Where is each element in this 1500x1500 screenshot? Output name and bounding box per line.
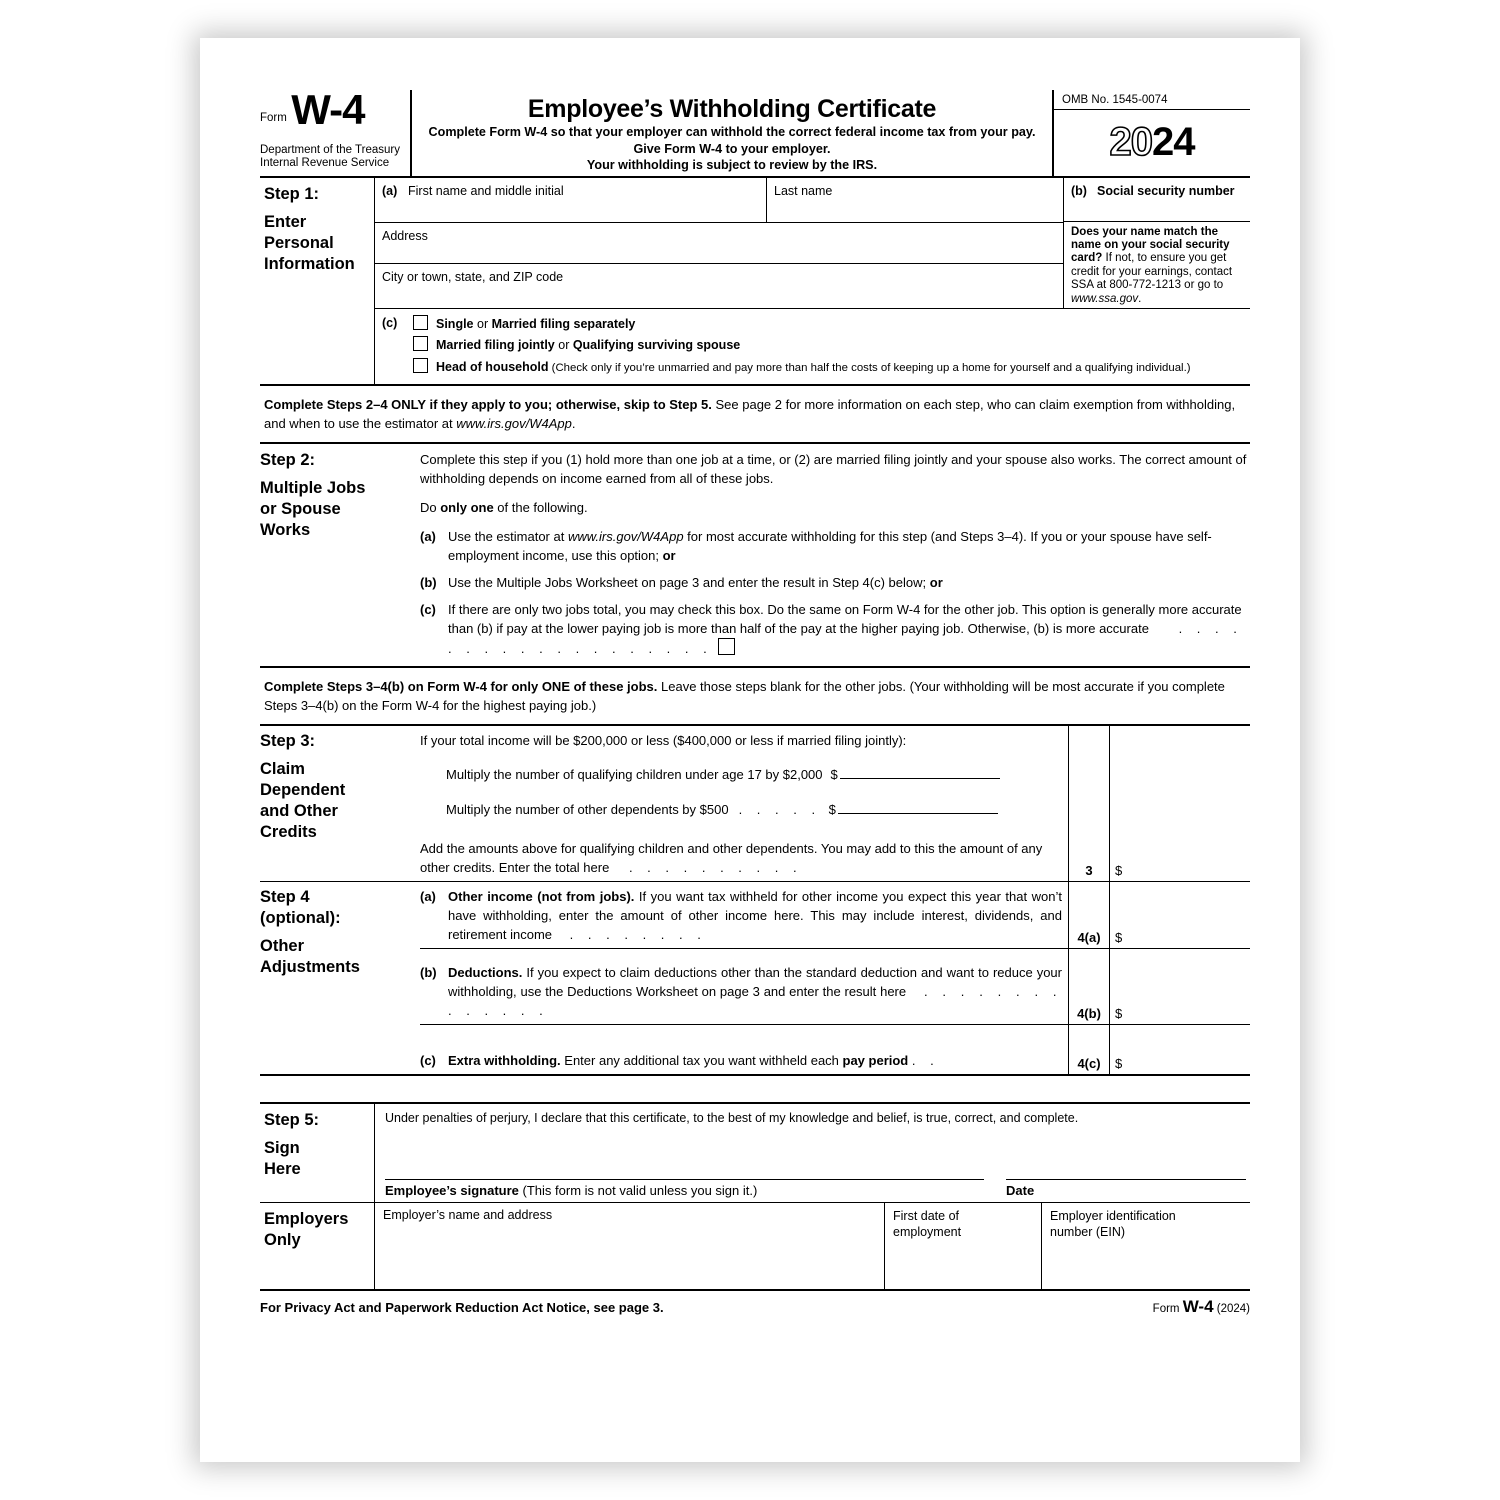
filing-option-single-mid: or bbox=[473, 316, 492, 331]
step-3-other-dependents-dollar: $ bbox=[828, 802, 836, 818]
step-4b-bold: Deductions. bbox=[448, 965, 523, 981]
employee-signature-label: Employee’s signature bbox=[385, 1183, 519, 1199]
step-4a-amount-cell[interactable] bbox=[1110, 882, 1250, 948]
footer-form-number: W-4 bbox=[1182, 1297, 1214, 1317]
step-4c-line-number-cell bbox=[1069, 1025, 1110, 1074]
notice-complete-steps-3-4b bbox=[260, 666, 1250, 724]
notice2-rest: Leave those steps blank for the other jobs. (Your withholding will be most accurate if you complete Steps 3–4(b) on the Form W-4 for the highest paying job.) bbox=[264, 679, 1225, 714]
footer-form-word: Form bbox=[1152, 1303, 1180, 1316]
step-4c-row bbox=[420, 1025, 1250, 1074]
employers-only-title-2: Only bbox=[264, 1231, 301, 1250]
date-label: Date bbox=[1006, 1183, 1035, 1199]
notice-complete-steps-2-4 bbox=[260, 386, 1250, 442]
step-2-label bbox=[260, 450, 420, 658]
step-1-body bbox=[375, 178, 1250, 385]
step-3-label bbox=[260, 726, 420, 881]
do-only-one-post: of the following. bbox=[493, 500, 588, 516]
step-4b-row bbox=[420, 949, 1250, 1025]
step-2-option-a-text bbox=[448, 527, 1250, 565]
step-3-section bbox=[260, 726, 1250, 882]
step-2-option-b bbox=[420, 573, 1250, 592]
step-4-section bbox=[260, 882, 1250, 1074]
filing-option-joint[interactable] bbox=[413, 335, 1250, 357]
label-tag-c: (c) bbox=[382, 315, 398, 330]
step-3-line-number: 3 bbox=[1085, 863, 1093, 879]
checkbox-single[interactable] bbox=[413, 315, 428, 330]
footer-form-id bbox=[1153, 1297, 1250, 1317]
step-3-amount-cell[interactable] bbox=[1110, 726, 1250, 881]
step-4b-tag: (b) bbox=[420, 965, 437, 981]
step-5-desc-2: Here bbox=[264, 1160, 301, 1179]
step-5-title: Step 5: bbox=[264, 1111, 320, 1130]
step-3-amount-dollar: $ bbox=[1115, 863, 1123, 879]
step-5-body bbox=[375, 1104, 1250, 1202]
do-only-one-pre: Do bbox=[420, 500, 441, 516]
step-2-desc-2: or Spouse bbox=[260, 500, 341, 519]
step-2-option-b-tag: (b) bbox=[420, 575, 437, 591]
date-field[interactable] bbox=[1006, 1179, 1246, 1198]
step-4-optional: (optional): bbox=[260, 909, 341, 928]
notice1-end: . bbox=[571, 416, 576, 432]
step-4a-text-block bbox=[420, 887, 1062, 944]
step-4b-rest: If you expect to claim deductions other than the standard deduction and want to reduce your withholding, use the Deductions Worksheet on page 3 and enter the result here bbox=[448, 965, 1062, 1000]
step-3-qualifying-children-input[interactable] bbox=[840, 763, 1000, 779]
step-5-label bbox=[260, 1104, 375, 1202]
name-address-group bbox=[375, 178, 1064, 308]
ssn-note bbox=[1064, 222, 1250, 308]
city-state-zip-label: City or town, state, and ZIP code bbox=[382, 269, 564, 284]
step-3-total-dots: . . . . . . . . . . bbox=[628, 860, 803, 876]
step-4b-body bbox=[420, 949, 1069, 1024]
step-3-qualifying-children-dollar: $ bbox=[830, 767, 838, 783]
ssn-note-period: . bbox=[1138, 292, 1142, 305]
step-3-other-dependents-row bbox=[446, 798, 1062, 819]
step-4c-body bbox=[420, 1025, 1069, 1074]
ssn-field[interactable] bbox=[1064, 178, 1250, 222]
step-3-desc-2: Dependent bbox=[260, 781, 346, 800]
steps-3-4-table bbox=[260, 724, 1250, 1076]
step-5-desc-1: Sign bbox=[264, 1139, 300, 1158]
step-4b-text-block bbox=[420, 963, 1062, 1020]
agency-block bbox=[260, 144, 410, 170]
step-3-total-label: Add the amounts above for qualifying children and other dependents. You may add to this the amount of any other credits. Enter the total here bbox=[420, 841, 1043, 876]
step-4a-rest: If you want tax withheld for other income you expect this year that won’t have withholding, enter the amount of other income here. This may include interest, dividends, and retirement income bbox=[448, 889, 1062, 943]
ssn-label: Social security number bbox=[1097, 183, 1235, 198]
step-4a-line-number-cell bbox=[1069, 882, 1110, 948]
step-4a-amount-dollar: $ bbox=[1115, 930, 1123, 946]
perjury-statement: Under penalties of perjury, I declare that this certificate, to the best of my knowledge and belief, is true, correct, and complete. bbox=[385, 1111, 1079, 1126]
step-1-desc-1: Enter bbox=[264, 212, 307, 231]
section-gap bbox=[260, 1076, 1250, 1102]
filing-option-joint-bold2: Qualifying surviving spouse bbox=[572, 338, 741, 353]
checkbox-head-of-household[interactable] bbox=[413, 358, 428, 373]
ein-field[interactable] bbox=[1042, 1203, 1250, 1289]
w4app-url-option-a: www.irs.gov/W4App bbox=[567, 529, 684, 545]
step-3-other-dependents-input[interactable] bbox=[838, 798, 998, 814]
form-page bbox=[200, 38, 1300, 1462]
option-b-or: or bbox=[929, 575, 943, 591]
step-3-qualifying-children-label: Multiply the number of qualifying children under age 17 by $2,000 bbox=[446, 767, 823, 783]
notice1-rest: See page 2 for more information on each step, who can claim exemption from withholding, and when to use the estimator at bbox=[264, 397, 1236, 432]
signature-row bbox=[385, 1179, 1246, 1198]
step-4b-amount-cell[interactable] bbox=[1110, 949, 1250, 1024]
option-a-text-1: Use the estimator at bbox=[448, 529, 568, 545]
step-2-option-b-text bbox=[448, 573, 1250, 592]
step-2-desc-3: Works bbox=[260, 521, 311, 540]
ssa-url: www.ssa.gov bbox=[1071, 292, 1139, 305]
step-4c-amount-dollar: $ bbox=[1115, 1056, 1123, 1072]
step-3-qualifying-children-row bbox=[446, 763, 1062, 784]
step-3-other-dependents-label: Multiply the number of other dependents by $500 bbox=[446, 802, 729, 818]
page-title: Employee’s Withholding Certificate bbox=[527, 95, 937, 123]
tax-year-suffix: 24 bbox=[1152, 119, 1195, 164]
city-state-zip-field[interactable] bbox=[375, 263, 1063, 304]
form-number: W-4 bbox=[291, 86, 365, 133]
do-only-one-bold: only one bbox=[440, 500, 494, 516]
header-subtitle-2: Give Form W-4 to your employer. bbox=[633, 141, 831, 156]
first-name-label: First name and middle initial bbox=[408, 183, 564, 198]
step-4-desc-1: Other bbox=[260, 937, 305, 956]
step-3-intro: If your total income will be $200,000 or less ($400,000 or less if married filing jointly): bbox=[420, 733, 907, 749]
address-field[interactable] bbox=[375, 222, 1063, 263]
ein-label-1: Employer identification bbox=[1050, 1209, 1176, 1224]
name-row bbox=[375, 178, 1063, 222]
step-4b-text bbox=[448, 963, 1062, 1020]
first-date-label-1: First date of bbox=[893, 1209, 959, 1224]
step-3-total-row bbox=[420, 839, 1062, 877]
option-c-dots: . . . . . . . . . . . . . . . . . . . bbox=[448, 621, 1243, 657]
step-1-fields bbox=[375, 178, 1250, 308]
step-1-label bbox=[260, 178, 375, 385]
privacy-act-notice: For Privacy Act and Paperwork Reduction Act Notice, see page 3. bbox=[260, 1300, 664, 1316]
form-word-label: Form bbox=[260, 112, 287, 124]
step-4b-line-number: 4(b) bbox=[1077, 1006, 1101, 1022]
omb-number: OMB No. 1545-0074 bbox=[1054, 90, 1250, 110]
step-4c-tag: (c) bbox=[420, 1053, 436, 1069]
omb-year-block bbox=[1052, 90, 1250, 176]
tax-year-prefix: 20 bbox=[1109, 119, 1152, 164]
ein-label-2: number (EIN) bbox=[1050, 1225, 1126, 1240]
step-4-label bbox=[260, 882, 420, 1074]
ssn-note-question: Does your name match the name on your social security card? bbox=[1071, 225, 1230, 265]
employers-only-title-1: Employers bbox=[264, 1210, 349, 1229]
address-label: Address bbox=[382, 228, 428, 243]
label-tag-b: (b) bbox=[1071, 183, 1087, 198]
first-date-employment-field[interactable] bbox=[885, 1203, 1042, 1289]
step-2-do-only-one bbox=[420, 498, 1250, 517]
step-4a-dots: . . . . . . . . bbox=[569, 927, 707, 943]
step-1-title: Step 1: bbox=[264, 184, 320, 203]
step-2-option-a-tag: (a) bbox=[420, 529, 436, 545]
option-a-or: or bbox=[662, 548, 676, 564]
step-1-desc-3: Information bbox=[264, 254, 355, 273]
label-tag-a: (a) bbox=[382, 183, 398, 198]
step-4c-pay-period: pay period bbox=[842, 1053, 909, 1069]
checkbox-two-jobs[interactable] bbox=[718, 638, 735, 655]
w4-form bbox=[260, 86, 1250, 1317]
first-name-field[interactable] bbox=[375, 178, 767, 222]
checkbox-married-filing-jointly[interactable] bbox=[413, 336, 428, 351]
step-4a-tag: (a) bbox=[420, 889, 436, 905]
header-subtitle-1: Complete Form W-4 so that your employer can withhold the correct federal income tax from your pay. bbox=[428, 125, 1036, 139]
form-footer bbox=[260, 1291, 1250, 1317]
filing-option-single-bold2: Married filing separately bbox=[491, 316, 636, 331]
step-2-option-c bbox=[420, 600, 1250, 658]
option-b-text-1: Use the Multiple Jobs Worksheet on page 3 and enter the result in Step 4(c) below; bbox=[448, 575, 930, 591]
first-date-label-2: employment bbox=[893, 1225, 962, 1240]
step-2-option-a bbox=[420, 527, 1250, 565]
filing-status-group bbox=[375, 308, 1250, 385]
step-3-line-number-cell bbox=[1069, 726, 1110, 881]
step-4a-bold: Other income (not from jobs). bbox=[448, 889, 635, 905]
filing-option-joint-mid: or bbox=[554, 338, 573, 353]
step-4b-amount-dollar: $ bbox=[1115, 1006, 1123, 1022]
step-5-section bbox=[260, 1104, 1250, 1203]
step-3-body bbox=[420, 726, 1069, 881]
step-2-body bbox=[420, 450, 1250, 658]
step-4a-row bbox=[420, 882, 1250, 949]
step-5-wrapper bbox=[260, 1102, 1250, 1291]
step-2-option-c-text bbox=[448, 600, 1250, 658]
w4app-url-notice1: www.irs.gov/W4App bbox=[456, 416, 572, 432]
dept-line-2: Internal Revenue Service bbox=[260, 157, 390, 169]
employers-only-label bbox=[260, 1203, 375, 1289]
step-4b-dots: . . . . . . . . . . . . . . bbox=[448, 984, 1062, 1019]
step-4a-line-number: 4(a) bbox=[1077, 930, 1101, 946]
header-subtitle-3: Your withholding is subject to review by the IRS. bbox=[586, 158, 878, 172]
option-c-text: If there are only two jobs total, you may check this box. Do the same on Form W-4 for the other job. This option is generally more accurate than (b) if pay at the lower paying job is more than half of the pay at the higher paying job. Otherwise, (b) is more accurate bbox=[448, 602, 1242, 637]
step-2-intro: Complete this step if you (1) hold more than one job at a time, or (2) are married filing jointly and your spouse also works. The correct amount of withholding depends on income earned from all of these jobs. bbox=[420, 452, 1247, 487]
form-header bbox=[260, 86, 1250, 178]
last-name-label: Last name bbox=[774, 183, 833, 198]
step-4c-text-block bbox=[420, 1051, 1062, 1070]
form-id-block bbox=[260, 86, 412, 176]
step-2-desc-1: Multiple Jobs bbox=[260, 479, 366, 498]
footer-form-year: (2024) bbox=[1216, 1303, 1250, 1316]
option-a-text-2: for most accurate withholding for this step (and Steps 3–4). If you or your spouse have self-employment income, use this option; bbox=[448, 529, 1212, 564]
employers-only-section bbox=[260, 1203, 1250, 1291]
dept-line-1: Department of the Treasury bbox=[260, 144, 400, 156]
step-3-desc-3: and Other bbox=[260, 802, 338, 821]
step-1-desc-2: Personal bbox=[264, 233, 334, 252]
employee-signature-field[interactable] bbox=[385, 1179, 984, 1198]
step-2-option-c-tag: (c) bbox=[420, 602, 436, 618]
employer-name-address-label: Employer’s name and address bbox=[383, 1208, 553, 1223]
step-3-other-dependents-dots: . . . . . bbox=[738, 802, 821, 818]
step-4c-text bbox=[448, 1051, 1062, 1070]
ssn-group bbox=[1064, 178, 1250, 308]
step-4c-amount-cell[interactable] bbox=[1110, 1025, 1250, 1074]
filing-option-hoh-bold1: Head of household bbox=[436, 359, 549, 374]
step-2-title: Step 2: bbox=[260, 451, 316, 470]
step-2-section bbox=[260, 442, 1250, 666]
step-4c-line-number: 4(c) bbox=[1077, 1056, 1101, 1072]
filing-option-single-bold1: Single bbox=[436, 316, 474, 331]
step-4c-bold: Extra withholding. bbox=[448, 1053, 561, 1069]
header-titles bbox=[412, 90, 1052, 176]
filing-option-single[interactable] bbox=[413, 314, 1250, 336]
last-name-field[interactable] bbox=[767, 178, 1063, 222]
step-4a-body bbox=[420, 882, 1069, 948]
notice2-bold: Complete Steps 3–4(b) on Form W-4 for only ONE of these jobs. bbox=[264, 679, 658, 695]
tax-year bbox=[1054, 110, 1250, 176]
step-3-desc-4: Credits bbox=[260, 823, 317, 842]
step-3-desc-1: Claim bbox=[260, 760, 305, 779]
filing-option-hoh[interactable] bbox=[413, 357, 1250, 380]
filing-option-joint-bold1: Married filing jointly bbox=[436, 338, 555, 353]
step-4b-line-number-cell bbox=[1069, 949, 1110, 1024]
ssn-note-text: If not, to ensure you get credit for your earnings, contact SSA at 800-772-1213 or go to bbox=[1071, 252, 1233, 292]
step-4c-dots: . . bbox=[911, 1053, 940, 1069]
step-3-title: Step 3: bbox=[260, 732, 316, 751]
step-4c-rest: Enter any additional tax you want withheld each bbox=[560, 1053, 843, 1069]
step-4-desc-2: Adjustments bbox=[260, 958, 360, 977]
step-4a-text bbox=[448, 887, 1062, 944]
step-1-section bbox=[260, 178, 1250, 387]
employer-name-address-field[interactable] bbox=[375, 1203, 885, 1289]
filing-option-hoh-tail: (Check only if you’re unmarried and pay more than half the costs of keeping up a home for yourself and a qualifying individual.) bbox=[548, 361, 1191, 374]
notice1-bold: Complete Steps 2–4 ONLY if they apply to you; otherwise, skip to Step 5. bbox=[264, 397, 712, 413]
employee-signature-note: (This form is not valid unless you sign it.) bbox=[518, 1183, 758, 1199]
step-4-title: Step 4 bbox=[260, 888, 310, 907]
